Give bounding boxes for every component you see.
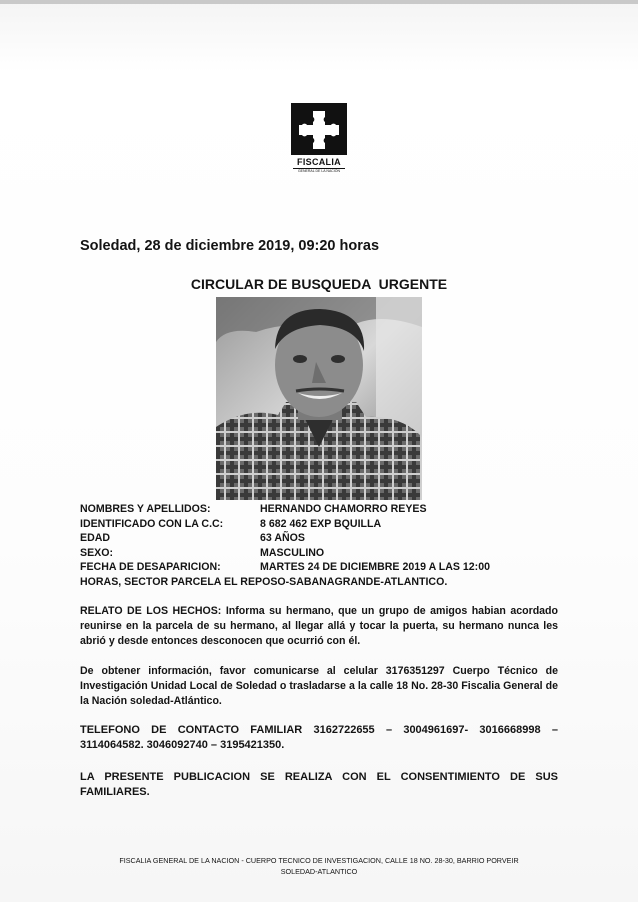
- disappearance-label: FECHA DE DESAPARICION:: [80, 561, 221, 574]
- family-contact-paragraph: TELEFONO DE CONTACTO FAMILIAR 3162722655 – 3004961697- 3016668998 – 3114064582. 3046092740 – 3195421350.: [80, 724, 558, 751]
- detail-row-age: [80, 531, 560, 546]
- footer-line-2: SOLEDAD-ATLANTICO: [280, 867, 358, 876]
- facts-paragraph: [80, 604, 558, 649]
- fiscalia-logo: [291, 103, 347, 174]
- detail-row-id: [80, 517, 560, 532]
- detail-row-disappearance: [80, 560, 560, 575]
- disappearance-continuation: HORAS, SECTOR PARCELA EL REPOSO-SABANAGRANDE-ATLANTICO.: [80, 575, 448, 588]
- personal-details: [80, 502, 560, 590]
- sex-label: SEXO:: [80, 546, 113, 559]
- consent-paragraph: LA PRESENTE PUBLICACION SE REALIZA CON EL CONSENTIMIENTO DE SUS FAMILIARES.: [80, 771, 558, 798]
- footer-line-1: FISCALIA GENERAL DE LA NACION - CUERPO TECNICO DE INVESTIGACION, CALLE 18 NO. 28-30, BARRIO PORVEIR: [119, 856, 519, 865]
- sex-value: MASCULINO: [260, 546, 325, 559]
- id-value: 8 682 462 EXP BQUILLA: [260, 517, 382, 530]
- id-label: IDENTIFICADO CON LA C.C:: [80, 517, 224, 530]
- detail-row-name: [80, 502, 560, 517]
- logo-subtitle: GENERAL DE LA NACIÓN: [293, 168, 345, 174]
- facts-text: Informa su hermano, que un grupo de amigos habian acordado reunirse en la parcela de su hermano, al llegar allá y tocar la puerta, su hermano nunca les abrió y desde entonces desconocen que ocurrió con él.: [80, 605, 559, 647]
- detail-row-sex: [80, 546, 560, 561]
- dateline: Soledad, 28 de diciembre 2019, 09:20 horas: [80, 238, 380, 254]
- footer: [80, 855, 558, 877]
- info-paragraph: De obtener información, favor comunicarse al celular 3176351297 Cuerpo Técnico de Investigación Unidad Local de Soledad o trasladarse a la calle 18 No. 28-30 Fiscalia General de la Nación soledad-Atlántico.: [80, 665, 558, 707]
- age-label: EDAD: [80, 532, 111, 545]
- puzzle-logo-icon: [291, 103, 347, 155]
- name-value: HERNANDO CHAMORRO REYES: [260, 503, 427, 515]
- top-edge: [0, 0, 638, 4]
- facts-label: RELATO DE LOS HECHOS:: [80, 605, 222, 617]
- detail-row-disappearance-continued: [80, 575, 560, 590]
- missing-person-photo: [216, 297, 422, 500]
- page-title: CIRCULAR DE BUSQUEDA URGENTE: [190, 276, 448, 292]
- name-label: NOMBRES Y APELLIDOS:: [80, 503, 211, 515]
- logo-name: FISCALIA: [297, 157, 341, 167]
- disappearance-value: MARTES 24 DE DICIEMBRE 2019 A LAS 12:00: [260, 561, 490, 574]
- age-value: 63 AÑOS: [260, 532, 305, 545]
